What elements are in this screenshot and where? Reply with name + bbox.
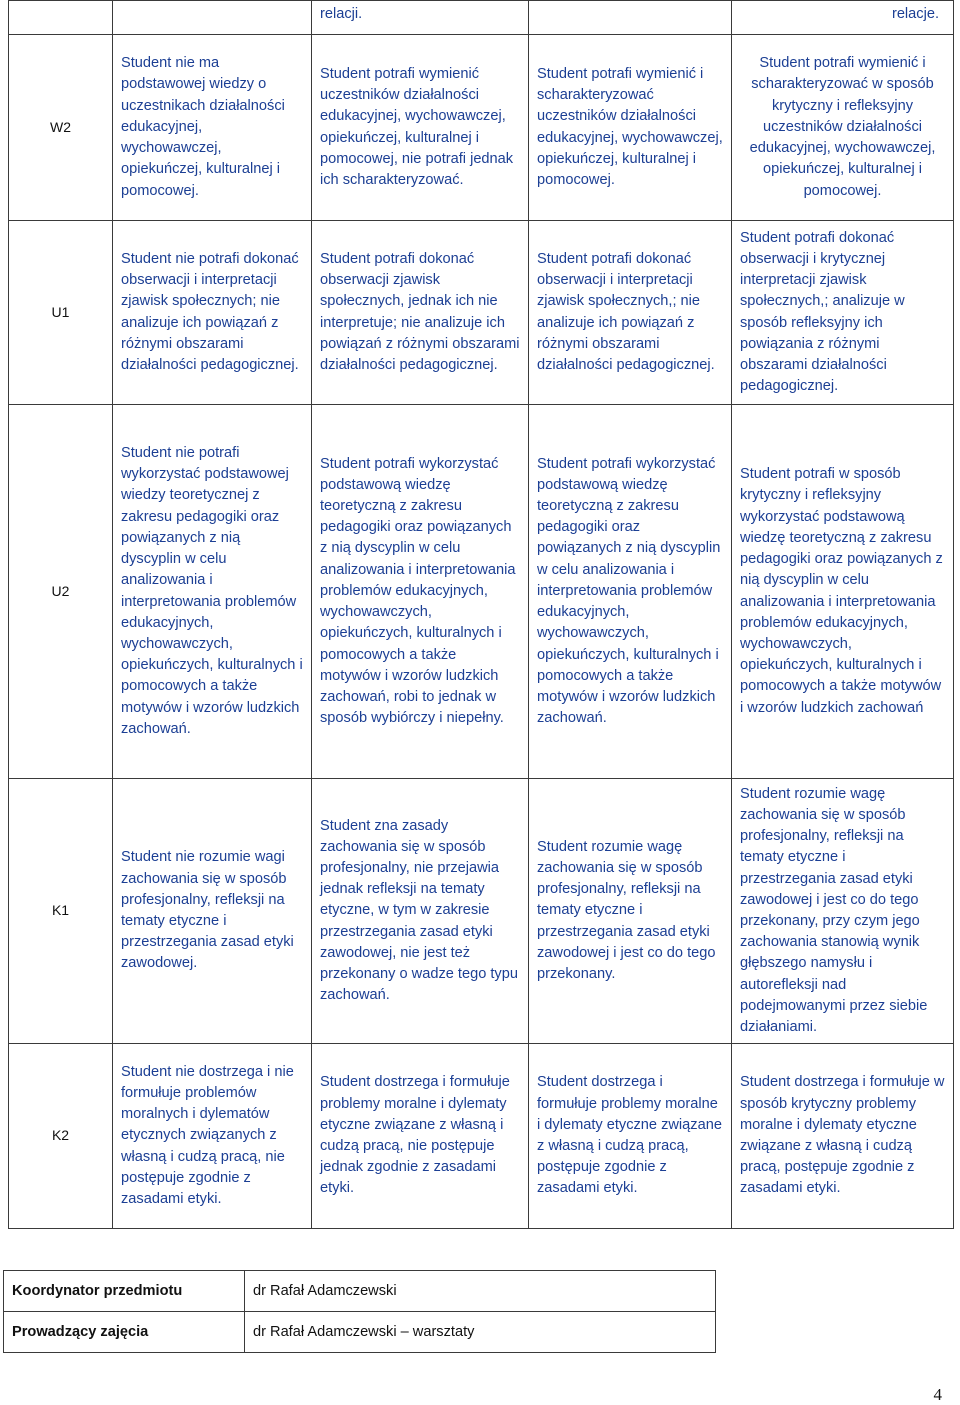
table-cell: [732, 1, 954, 35]
table-cell: Student nie potrafi wykorzystać podstawowej wiedzy teoretycznej z zakresu pedagogiki oraz powiązanych z nią dyscyplin w celu analizowania i interpretowania problemów edukacyjnych, wychowawczych, opiekuńczych, kulturalnych i pomocowych a także motywów i wzorów ludzkich zachowań.: [113, 405, 312, 779]
table-cell: Student potrafi wymienić uczestników działalności edukacyjnej, wychowawczej, opiekuńczej, kulturalnej i pomocowej, nie potrafi jednak ich scharakteryzować.: [312, 35, 529, 221]
table-cell: Student potrafi dokonać obserwacji i krytycznej interpretacji zjawisk społecznych,; analizuje w sposób refleksyjny ich powiązania z różnymi obszarami działalności pedagogicznej.: [732, 221, 954, 405]
table-row: [9, 1044, 954, 1229]
table-cell: [113, 1, 312, 35]
table-row: [4, 1271, 716, 1312]
course-staff-table: [3, 1270, 716, 1353]
row-code: U1: [9, 221, 113, 405]
cell-text: relacji.: [320, 6, 363, 22]
coordinator-label: Koordynator przedmiotu: [4, 1271, 245, 1312]
instructor-label: Prowadzący zajęcia: [4, 1312, 245, 1353]
row-code: K2: [9, 1044, 113, 1229]
table-cell: Student rozumie wagę zachowania się w sposób profesjonalny, refleksji na tematy etyczne i przestrzegania zasad etyki zawodowej i jest co do tego przekonany.: [529, 779, 732, 1044]
table-row: [9, 35, 954, 221]
table-cell: Student dostrzega i formułuje problemy moralne i dylematy etyczne związane z własną i cudzą pracą, nie postępuje jednak zgodnie z zasadami etyki.: [312, 1044, 529, 1229]
row-code: W2: [9, 35, 113, 221]
assessment-criteria-table: [8, 0, 954, 1229]
row-code-cell: [9, 1, 113, 35]
page-number: 4: [933, 1385, 942, 1404]
table-cell: Student potrafi dokonać obserwacji zjawisk społecznych, jednak ich nie interpretuje; nie analizuje ich powiązań z różnymi obszarami działalności pedagogicznej.: [312, 221, 529, 405]
table-row: [9, 405, 954, 779]
table-cell: Student potrafi w sposób krytyczny i refleksyjny wykorzystać podstawową wiedzę teoretyczną z zakresu pedagogiki oraz powiązanych z nią dyscyplin w celu analizowania i interpretowania problemów edukacyjnych, wychowawczych, opiekuńczych, kulturalnych i pomocowych a także motywów i wzorów ludzkich zachowań: [732, 405, 954, 779]
table-cell: Student nie dostrzega i nie formułuje problemów moralnych i dylematów etycznych związanych z własną i cudzą pracą, nie postępuje zgodnie z zasadami etyki.: [113, 1044, 312, 1229]
cell-text: relacje.: [891, 6, 939, 22]
table-cell: Student potrafi wykorzystać podstawową wiedzę teoretyczną z zakresu pedagogiki oraz powiązanych z nią dyscyplin w celu analizowania i interpretowania problemów edukacyjnych, wychowawczych, opiekuńczych, kulturalnych i pomocowych a także motywów i wzorów ludzkich zachowań, robi to jednak w sposób wybiórczy i niepełny.: [312, 405, 529, 779]
coordinator-value: dr Rafał Adamczewski: [245, 1271, 716, 1312]
table-cell: [529, 1, 732, 35]
table-cell: Student potrafi wykorzystać podstawową wiedzę teoretyczną z zakresu pedagogiki oraz powiązanych z nią dyscyplin w celu analizowania i interpretowania problemów edukacyjnych, wychowawczych, opiekuńczych, kulturalnych i pomocowych a także motywów i wzorów ludzkich zachowań.: [529, 405, 732, 779]
table-cell: [312, 1, 529, 35]
table-cell: Student rozumie wagę zachowania się w sposób profesjonalny, refleksji na tematy etyczne i przestrzegania zasad etyki zawodowej i jest co do tego przekonany, przy czym jego zachowania stanowią wynik głębszego namysłu i autorefleksji nad podejmowanymi przez siebie działaniami.: [732, 779, 954, 1044]
table-cell: Student nie potrafi dokonać obserwacji i interpretacji zjawisk społecznych; nie analizuje ich powiązań z różnymi obszarami działalności pedagogicznej.: [113, 221, 312, 405]
table-row: [9, 221, 954, 405]
table-cell: Student potrafi wymienić i scharakteryzować w sposób krytyczny i refleksyjny uczestników działalności edukacyjnej, wychowawczej, opiekuńczej, kulturalnej i pomocowej.: [732, 35, 954, 221]
table-cell: Student zna zasady zachowania się w sposób profesjonalny, nie przejawia jednak refleksji na tematy etyczne, w tym w zakresie przestrzegania zasad etyki zawodowej, nie jest też przekonany o wadze tego typu zachowań.: [312, 779, 529, 1044]
table-row: [4, 1312, 716, 1353]
table-cell: Student dostrzega i formułuje problemy moralne i dylematy etyczne związane z własną i cudzą pracą, postępuje zgodnie z zasadami etyki.: [529, 1044, 732, 1229]
table-row: [9, 1, 954, 35]
instructor-value: dr Rafał Adamczewski – warsztaty: [245, 1312, 716, 1353]
table-cell: Student potrafi wymienić i scharakteryzować uczestników działalności edukacyjnej, wychowawczej, opiekuńczej, kulturalnej i pomocowej.: [529, 35, 732, 221]
table-cell: Student potrafi dokonać obserwacji i interpretacji zjawisk społecznych,; nie analizuje ich powiązań z różnymi obszarami działalności pedagogicznej.: [529, 221, 732, 405]
table-cell: Student nie rozumie wagi zachowania się w sposób profesjonalny, refleksji na tematy etyczne i przestrzegania zasad etyki zawodowej.: [113, 779, 312, 1044]
table-cell: Student dostrzega i formułuje w sposób krytyczny problemy moralne i dylematy etyczne związane z własną i cudzą pracą, postępuje zgodnie z zasadami etyki.: [732, 1044, 954, 1229]
row-code: K1: [9, 779, 113, 1044]
row-code: U2: [9, 405, 113, 779]
table-row: [9, 779, 954, 1044]
table-cell: Student nie ma podstawowej wiedzy o uczestnikach działalności edukacyjnej, wychowawczej, opiekuńczej, kulturalnej i pomocowej.: [113, 35, 312, 221]
